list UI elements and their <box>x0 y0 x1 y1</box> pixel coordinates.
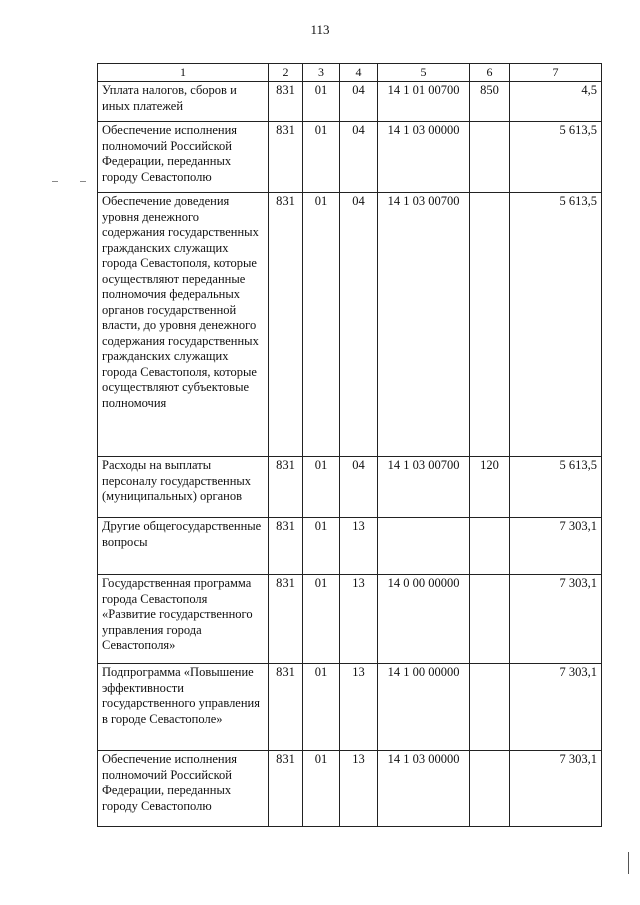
row-name-cell: Другие общегосударственные вопросы <box>98 518 269 575</box>
target-article-cell: 14 1 01 00700 <box>378 82 470 122</box>
admin-code-cell: 831 <box>269 518 303 575</box>
section-cell: 01 <box>303 193 340 457</box>
target-article-cell: 14 0 00 00000 <box>378 575 470 664</box>
section-cell: 01 <box>303 751 340 827</box>
header-cell: 2 <box>269 64 303 82</box>
subsection-cell: 04 <box>340 122 378 193</box>
header-cell: 4 <box>340 64 378 82</box>
admin-code-cell: 831 <box>269 193 303 457</box>
target-article-cell: 14 1 03 00700 <box>378 193 470 457</box>
table-row <box>98 122 602 193</box>
amount-cell: 5 613,5 <box>510 457 602 518</box>
target-article-cell: 14 1 03 00000 <box>378 122 470 193</box>
table-row <box>98 518 602 575</box>
table-row <box>98 457 602 518</box>
row-name-cell: Обеспечение доведения уровня денежного содержания государственных гражданских служащих города Севастополя, которые осуществляют переданные полномочия федеральных органов государственной власти, до уровня денежного содержания государственных гражданских служащих города Севастополя, которые осуществляют субъектовые полномочия <box>98 193 269 457</box>
admin-code-cell: 831 <box>269 664 303 751</box>
header-cell: 5 <box>378 64 470 82</box>
expense-type-cell <box>470 122 510 193</box>
budget-table-body <box>98 64 602 827</box>
scan-speck <box>80 181 86 182</box>
table-row <box>98 82 602 122</box>
subsection-cell: 13 <box>340 664 378 751</box>
section-cell: 01 <box>303 664 340 751</box>
admin-code-cell: 831 <box>269 751 303 827</box>
section-cell: 01 <box>303 82 340 122</box>
subsection-cell: 13 <box>340 751 378 827</box>
expense-type-cell <box>470 575 510 664</box>
subsection-cell: 13 <box>340 518 378 575</box>
row-name-cell: Обеспечение исполнения полномочий Российской Федерации, переданных городу Севастополю <box>98 751 269 827</box>
row-name-cell: Уплата налогов, сборов и иных платежей <box>98 82 269 122</box>
section-cell: 01 <box>303 122 340 193</box>
subsection-cell: 04 <box>340 457 378 518</box>
expense-type-cell: 850 <box>470 82 510 122</box>
row-name-cell: Расходы на выплаты персоналу государственных (муниципальных) органов <box>98 457 269 518</box>
expense-type-cell: 120 <box>470 457 510 518</box>
header-cell: 1 <box>98 64 269 82</box>
admin-code-cell: 831 <box>269 457 303 518</box>
section-cell: 01 <box>303 575 340 664</box>
target-article-cell <box>378 518 470 575</box>
section-cell: 01 <box>303 518 340 575</box>
amount-cell: 7 303,1 <box>510 518 602 575</box>
target-article-cell: 14 1 03 00700 <box>378 457 470 518</box>
subsection-cell: 13 <box>340 575 378 664</box>
header-cell: 7 <box>510 64 602 82</box>
target-article-cell: 14 1 03 00000 <box>378 751 470 827</box>
row-name-cell: Государственная программа города Севастополя «Развитие государственного управления города Севастополя» <box>98 575 269 664</box>
subsection-cell: 04 <box>340 193 378 457</box>
row-name-cell: Обеспечение исполнения полномочий Российской Федерации, переданных городу Севастополю <box>98 122 269 193</box>
amount-cell: 7 303,1 <box>510 575 602 664</box>
amount-cell: 7 303,1 <box>510 664 602 751</box>
scan-edge-mark <box>628 852 629 874</box>
table-row <box>98 575 602 664</box>
header-cell: 6 <box>470 64 510 82</box>
expense-type-cell <box>470 664 510 751</box>
table-row <box>98 751 602 827</box>
row-name-cell: Подпрограмма «Повышение эффективности государственного управления в городе Севастополе» <box>98 664 269 751</box>
expense-type-cell <box>470 751 510 827</box>
header-cell: 3 <box>303 64 340 82</box>
subsection-cell: 04 <box>340 82 378 122</box>
page-number: 113 <box>310 22 330 37</box>
target-article-cell: 14 1 00 00000 <box>378 664 470 751</box>
amount-cell: 5 613,5 <box>510 122 602 193</box>
admin-code-cell: 831 <box>269 82 303 122</box>
expense-type-cell <box>470 193 510 457</box>
amount-cell: 5 613,5 <box>510 193 602 457</box>
expense-type-cell <box>470 518 510 575</box>
header-row <box>98 64 602 82</box>
amount-cell: 7 303,1 <box>510 751 602 827</box>
admin-code-cell: 831 <box>269 122 303 193</box>
table-row <box>98 664 602 751</box>
table-row <box>98 193 602 457</box>
scan-speck <box>52 181 58 182</box>
budget-table <box>97 63 602 827</box>
amount-cell: 4,5 <box>510 82 602 122</box>
admin-code-cell: 831 <box>269 575 303 664</box>
section-cell: 01 <box>303 457 340 518</box>
